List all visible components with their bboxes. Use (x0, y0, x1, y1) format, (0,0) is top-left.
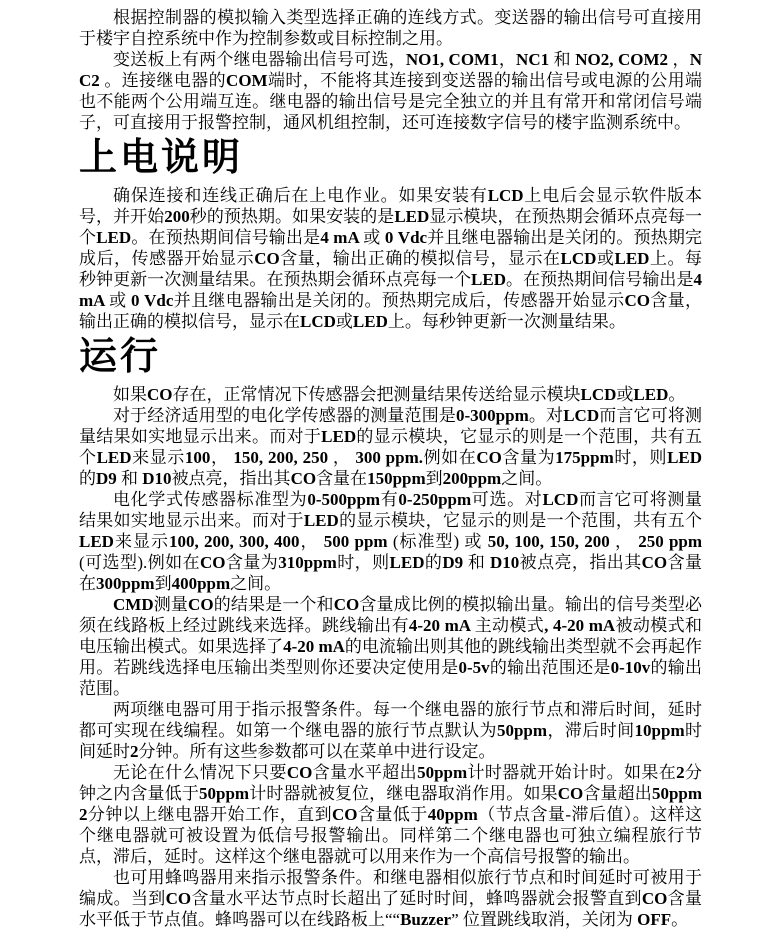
paragraph (79, 7, 702, 49)
emphasis-text-run: CO (624, 291, 651, 310)
text-run: 而言它可将测量结果如实地显示出来。而对于 (79, 406, 703, 446)
emphasis-text-run: 0-250ppm (398, 490, 472, 509)
emphasis-text-run: 4-20 mA (283, 637, 345, 656)
text-run: 或 (616, 385, 634, 404)
text-run: 含量低于 (357, 805, 428, 824)
emphasis-text-run: 300 ppm. (355, 448, 423, 467)
emphasis-text-run: CO (188, 595, 214, 614)
text-run: 或 (109, 291, 132, 310)
text-run: 到 (154, 574, 172, 593)
text-run: 或 (363, 228, 385, 247)
emphasis-text-run: CO (333, 595, 360, 614)
text-run: 来显示 (131, 448, 185, 467)
emphasis-text-run: LED (303, 511, 339, 530)
emphasis-text-run: 50ppm (417, 763, 468, 782)
text-run: 。 (671, 910, 689, 929)
text-run: 和 (549, 50, 576, 69)
emphasis-text-run: 150ppm (367, 469, 426, 488)
emphasis-text-run: 0-500ppm (307, 490, 381, 509)
emphasis-text-run: 2 (676, 763, 685, 782)
emphasis-text-run: 500 ppm (323, 532, 393, 551)
text-run: 测量 (153, 595, 189, 614)
paragraph (79, 489, 702, 594)
emphasis-text-run: LCD (542, 490, 579, 509)
emphasis-text-run: CO (557, 784, 584, 803)
emphasis-text-run: LCD (563, 406, 600, 425)
emphasis-text-run: NC2 (79, 50, 703, 90)
text-run: 上。每秒钟更新一次测量结果。 (387, 312, 626, 331)
emphasis-text-run: LED (96, 228, 132, 247)
text-run: 含量水平达节点时长超出了延时时间，蜂鸣器就会报警直到 (191, 889, 642, 908)
text-run: 的结果是一个和 (213, 595, 334, 614)
emphasis-text-run: 200 (164, 207, 190, 226)
paragraph (79, 594, 702, 699)
emphasis-text-run: LCD (300, 312, 336, 331)
emphasis-text-run: , 4-20 mA (544, 616, 616, 635)
text-run: 含量成比例的模拟输出量。输出的信号类型必须在线路板上经过跳线来选择。跳线输出有 (79, 595, 703, 635)
text-run: ， (614, 532, 639, 551)
emphasis-text-run: 2 (130, 742, 139, 761)
emphasis-text-run: OFF (637, 910, 672, 929)
emphasis-text-run: 100 (184, 448, 211, 467)
text-run: 根据控制器的模拟输入类型选择正确的连线方式。变送器的输出信号可直接用于楼宇自控系统中作为控制参数或目标控制之用。 (79, 8, 702, 48)
emphasis-text-run: 175ppm (555, 448, 614, 467)
emphasis-text-run: CO (476, 448, 502, 467)
emphasis-text-run: 4 mA (79, 270, 703, 310)
paragraph (79, 762, 702, 867)
text-run: 被点亮，指出其 (171, 469, 291, 488)
emphasis-text-run: COM (226, 71, 268, 90)
emphasis-text-run: LCD (560, 249, 597, 268)
text-run: 时间延时 (79, 721, 703, 761)
text-run: 或 (335, 312, 353, 331)
emphasis-text-run: 310ppm (278, 553, 337, 572)
section-heading: 运行 (79, 336, 162, 378)
emphasis-text-run: LED (389, 553, 425, 572)
emphasis-text-run: LCD (487, 186, 524, 205)
text-run: (标准型) 或 (392, 532, 488, 551)
emphasis-text-run: CMD (113, 595, 154, 614)
emphasis-text-run: CO (147, 385, 173, 404)
emphasis-text-run: 250 ppm (638, 532, 703, 551)
paragraph (79, 867, 702, 930)
text-run: 。 (668, 385, 686, 404)
text-run: 含量为 (225, 553, 279, 572)
emphasis-text-run: LCD (580, 385, 617, 404)
emphasis-text-run: LED (667, 448, 703, 467)
emphasis-text-run: LED (96, 448, 132, 467)
text-run: 也可用蜂鸣器用来指示报警条件。和继电器相似旅行节点和时间延时可被用于编成。当到 (79, 868, 702, 908)
text-run: ， (498, 50, 517, 69)
emphasis-text-run: D9 (442, 553, 468, 572)
emphasis-text-run: 50ppm 2 (79, 784, 703, 824)
paragraph (79, 49, 702, 133)
emphasis-text-run: CO (641, 553, 668, 572)
emphasis-text-run: 10ppm (634, 721, 685, 740)
text-run: 被动模式和电压输出模式。如果选择了 (79, 616, 703, 656)
text-run: 的显示模块，它显示的则是一个范围，共有五个 (338, 511, 703, 530)
text-run: 被点亮，指出其 (519, 553, 642, 572)
emphasis-text-run: LED (321, 427, 357, 446)
emphasis-text-run: NO2, COM2 (575, 50, 673, 69)
text-run: ，滞后时间 (547, 721, 635, 740)
paragraph (79, 699, 702, 762)
emphasis-text-run: LED (79, 532, 114, 551)
emphasis-text-run: Buzzer (400, 910, 452, 929)
emphasis-text-run: 100, 200, 300, 400 (168, 532, 300, 551)
emphasis-text-run: CO (641, 889, 668, 908)
text-run: (可选型).例如在 (79, 553, 201, 572)
emphasis-text-run: LED (471, 270, 506, 289)
emphasis-text-run: 400ppm (171, 574, 231, 593)
section-heading: 上电说明 (79, 137, 244, 179)
text-run: 分钟。所有这些参数都可以在菜单中进行设定。 (138, 742, 496, 761)
text-run: 上电后会显示软件版本号，并开始 (79, 186, 703, 226)
text-run: 秒的预热期。如果安装的是 (189, 207, 395, 226)
text-run: 含量为 (501, 448, 556, 467)
emphasis-text-run: CO (165, 889, 192, 908)
text-run: 上。每秒钟更新一次测量结果。在预热期会循环点亮每一个 (79, 249, 703, 289)
text-run: 的输出范围还是 (489, 658, 611, 677)
text-run: 分钟以上继电器开始工作，直到 (87, 805, 333, 824)
text-run: 含量在 (316, 469, 368, 488)
text-run: 显示模块，在预热期会循环点亮每一个 (79, 207, 703, 247)
text-run: 含量水平低于节点值。蜂鸣器可以在线路板上““ (79, 889, 703, 929)
text-run: 存在，正常情况下传感器会把测量结果传送给显示模块 (172, 385, 581, 404)
text-run: 的电流输出则其他的跳线输出类型就不会再起作用。若跳线选择电压输出类型则你还要决定使用是 (79, 637, 703, 677)
text-run: 两项继电器可用于指示报警条件。每一个继电器的旅行节点和滞后时间，延时都可实现在线编程。如第一个继电器的旅行节点默认为 (79, 700, 702, 740)
text-run: 的 (79, 469, 96, 488)
text-run: 电化学式传感器标准型为 (113, 490, 308, 509)
text-run: ， (210, 448, 234, 467)
emphasis-text-run: LED (394, 207, 430, 226)
emphasis-text-run: 4 mA (320, 228, 364, 247)
text-run: ， (332, 448, 356, 467)
text-run: 。在预热期间信号输出是 (131, 228, 321, 247)
text-run: 而言它可将测量结果如实地显示出来。而对于 (79, 490, 703, 530)
emphasis-text-run: CO (332, 805, 358, 824)
emphasis-text-run: 4-20 mA (408, 616, 475, 635)
emphasis-text-run: LED (633, 385, 669, 404)
emphasis-text-run: D9 (96, 469, 122, 488)
text-run: 含量，输出正确的模拟信号，显示在 (79, 291, 703, 331)
emphasis-text-run: D10 (142, 469, 172, 488)
emphasis-text-run: 0-10v (610, 658, 651, 677)
emphasis-text-run: 40ppm (427, 805, 478, 824)
text-run: 含量超出 (583, 784, 652, 803)
emphasis-text-run: 50ppm (496, 721, 548, 740)
text-run: 如果 (113, 385, 147, 404)
text-run: 含量水平超出 (312, 763, 418, 782)
emphasis-text-run: D10 (489, 553, 520, 572)
text-run: 计时器就被复位，继电器取消作用。如果 (249, 784, 558, 803)
emphasis-text-run: 0-5v (458, 658, 490, 677)
text-run: 并且继电器输出是关闭的。预热期完成后，传感器开始显示 (79, 228, 703, 268)
emphasis-text-run: LED (352, 312, 388, 331)
paragraph (79, 185, 702, 332)
text-run: 变送板上有两个继电器输出信号可选， (113, 50, 406, 69)
text-run: 的显示模块，它显示的则是一个范围，共有五个 (79, 427, 703, 467)
text-run: 的 (424, 553, 443, 572)
text-run: 含量在 (79, 553, 703, 593)
text-run: 。在预热期间信号输出是 (505, 270, 694, 289)
emphasis-text-run: CO (200, 553, 226, 572)
paragraph (79, 405, 702, 489)
emphasis-text-run: 0 Vdc (384, 228, 428, 247)
text-run: 时，则 (613, 448, 668, 467)
paragraph (79, 384, 702, 405)
text-run: 分钟之内含量低于 (79, 763, 703, 803)
text-run: 。对 (528, 406, 564, 425)
text-run: 有 (380, 490, 399, 509)
text-run: 主动模式 (474, 616, 545, 635)
text-run: 确保连接和连线正确后在上电作业。如果安装有 (113, 186, 488, 205)
text-run: ， (672, 50, 690, 69)
text-run: 端时，不能将其连接到变送器的输出信号或电源的公用端也不能两个公用端互连。继电器的输出信号是完全独立的并且有常开和常闭信号端子，可直接用于报警控制，通风机组控制，还可连接数字信号的楼宇监测系统中。 (79, 71, 703, 132)
text-run: 例如在 (422, 448, 477, 467)
text-run: 时，则 (336, 553, 390, 572)
text-run: 的输出范围。 (79, 658, 703, 698)
emphasis-text-run: 300ppm (96, 574, 155, 593)
emphasis-text-run: 50ppm (198, 784, 250, 803)
text-run: ” 位置跳线取消，关闭为 (451, 910, 638, 929)
text-run: ， (299, 532, 324, 551)
text-run: 可选。对 (471, 490, 543, 509)
text-run: 之间。 (501, 469, 553, 488)
text-run: 之间。 (230, 574, 282, 593)
emphasis-text-run: NC1 (516, 50, 550, 69)
text-run: 来显示 (113, 532, 169, 551)
emphasis-text-run: CO (254, 249, 280, 268)
text-run: 和 (467, 553, 490, 572)
text-run: 无论在什么情况下只要 (113, 763, 287, 782)
emphasis-text-run: 200ppm (442, 469, 502, 488)
text-run: （节点含量-滞后值）。这样这个继电器就可被设置为低信号报警输出。同样第二个继电器也可独立编程旅行节点，滞后，延时。这样这个继电器就可以用来作为一个高信号报警的输出。 (79, 805, 702, 866)
text-run: 含量，输出正确的模拟信号，显示在 (279, 249, 561, 268)
text-run: 并且继电器输出是关闭的。预热期完成后，传感器开始显示 (173, 291, 625, 310)
emphasis-text-run: 50, 100, 150, 200 (487, 532, 615, 551)
text-run: 和 (121, 469, 143, 488)
text-run: 计时器就开始计时。如果在 (467, 763, 677, 782)
text-run: 对于经济适用型的电化学传感器的测量范围是 (113, 406, 457, 425)
emphasis-text-run: NO1, COM1 (405, 50, 499, 69)
text-run: 到 (425, 469, 443, 488)
emphasis-text-run: LED (614, 249, 650, 268)
emphasis-text-run: CO (286, 763, 313, 782)
emphasis-text-run: CO (290, 469, 317, 488)
emphasis-text-run: 0 Vdc (131, 291, 174, 310)
emphasis-text-run: 150, 200, 250 (233, 448, 333, 467)
text-run: 或 (596, 249, 615, 268)
emphasis-text-run: 0-300ppm (456, 406, 529, 425)
text-run: 。连接继电器的 (104, 71, 227, 90)
